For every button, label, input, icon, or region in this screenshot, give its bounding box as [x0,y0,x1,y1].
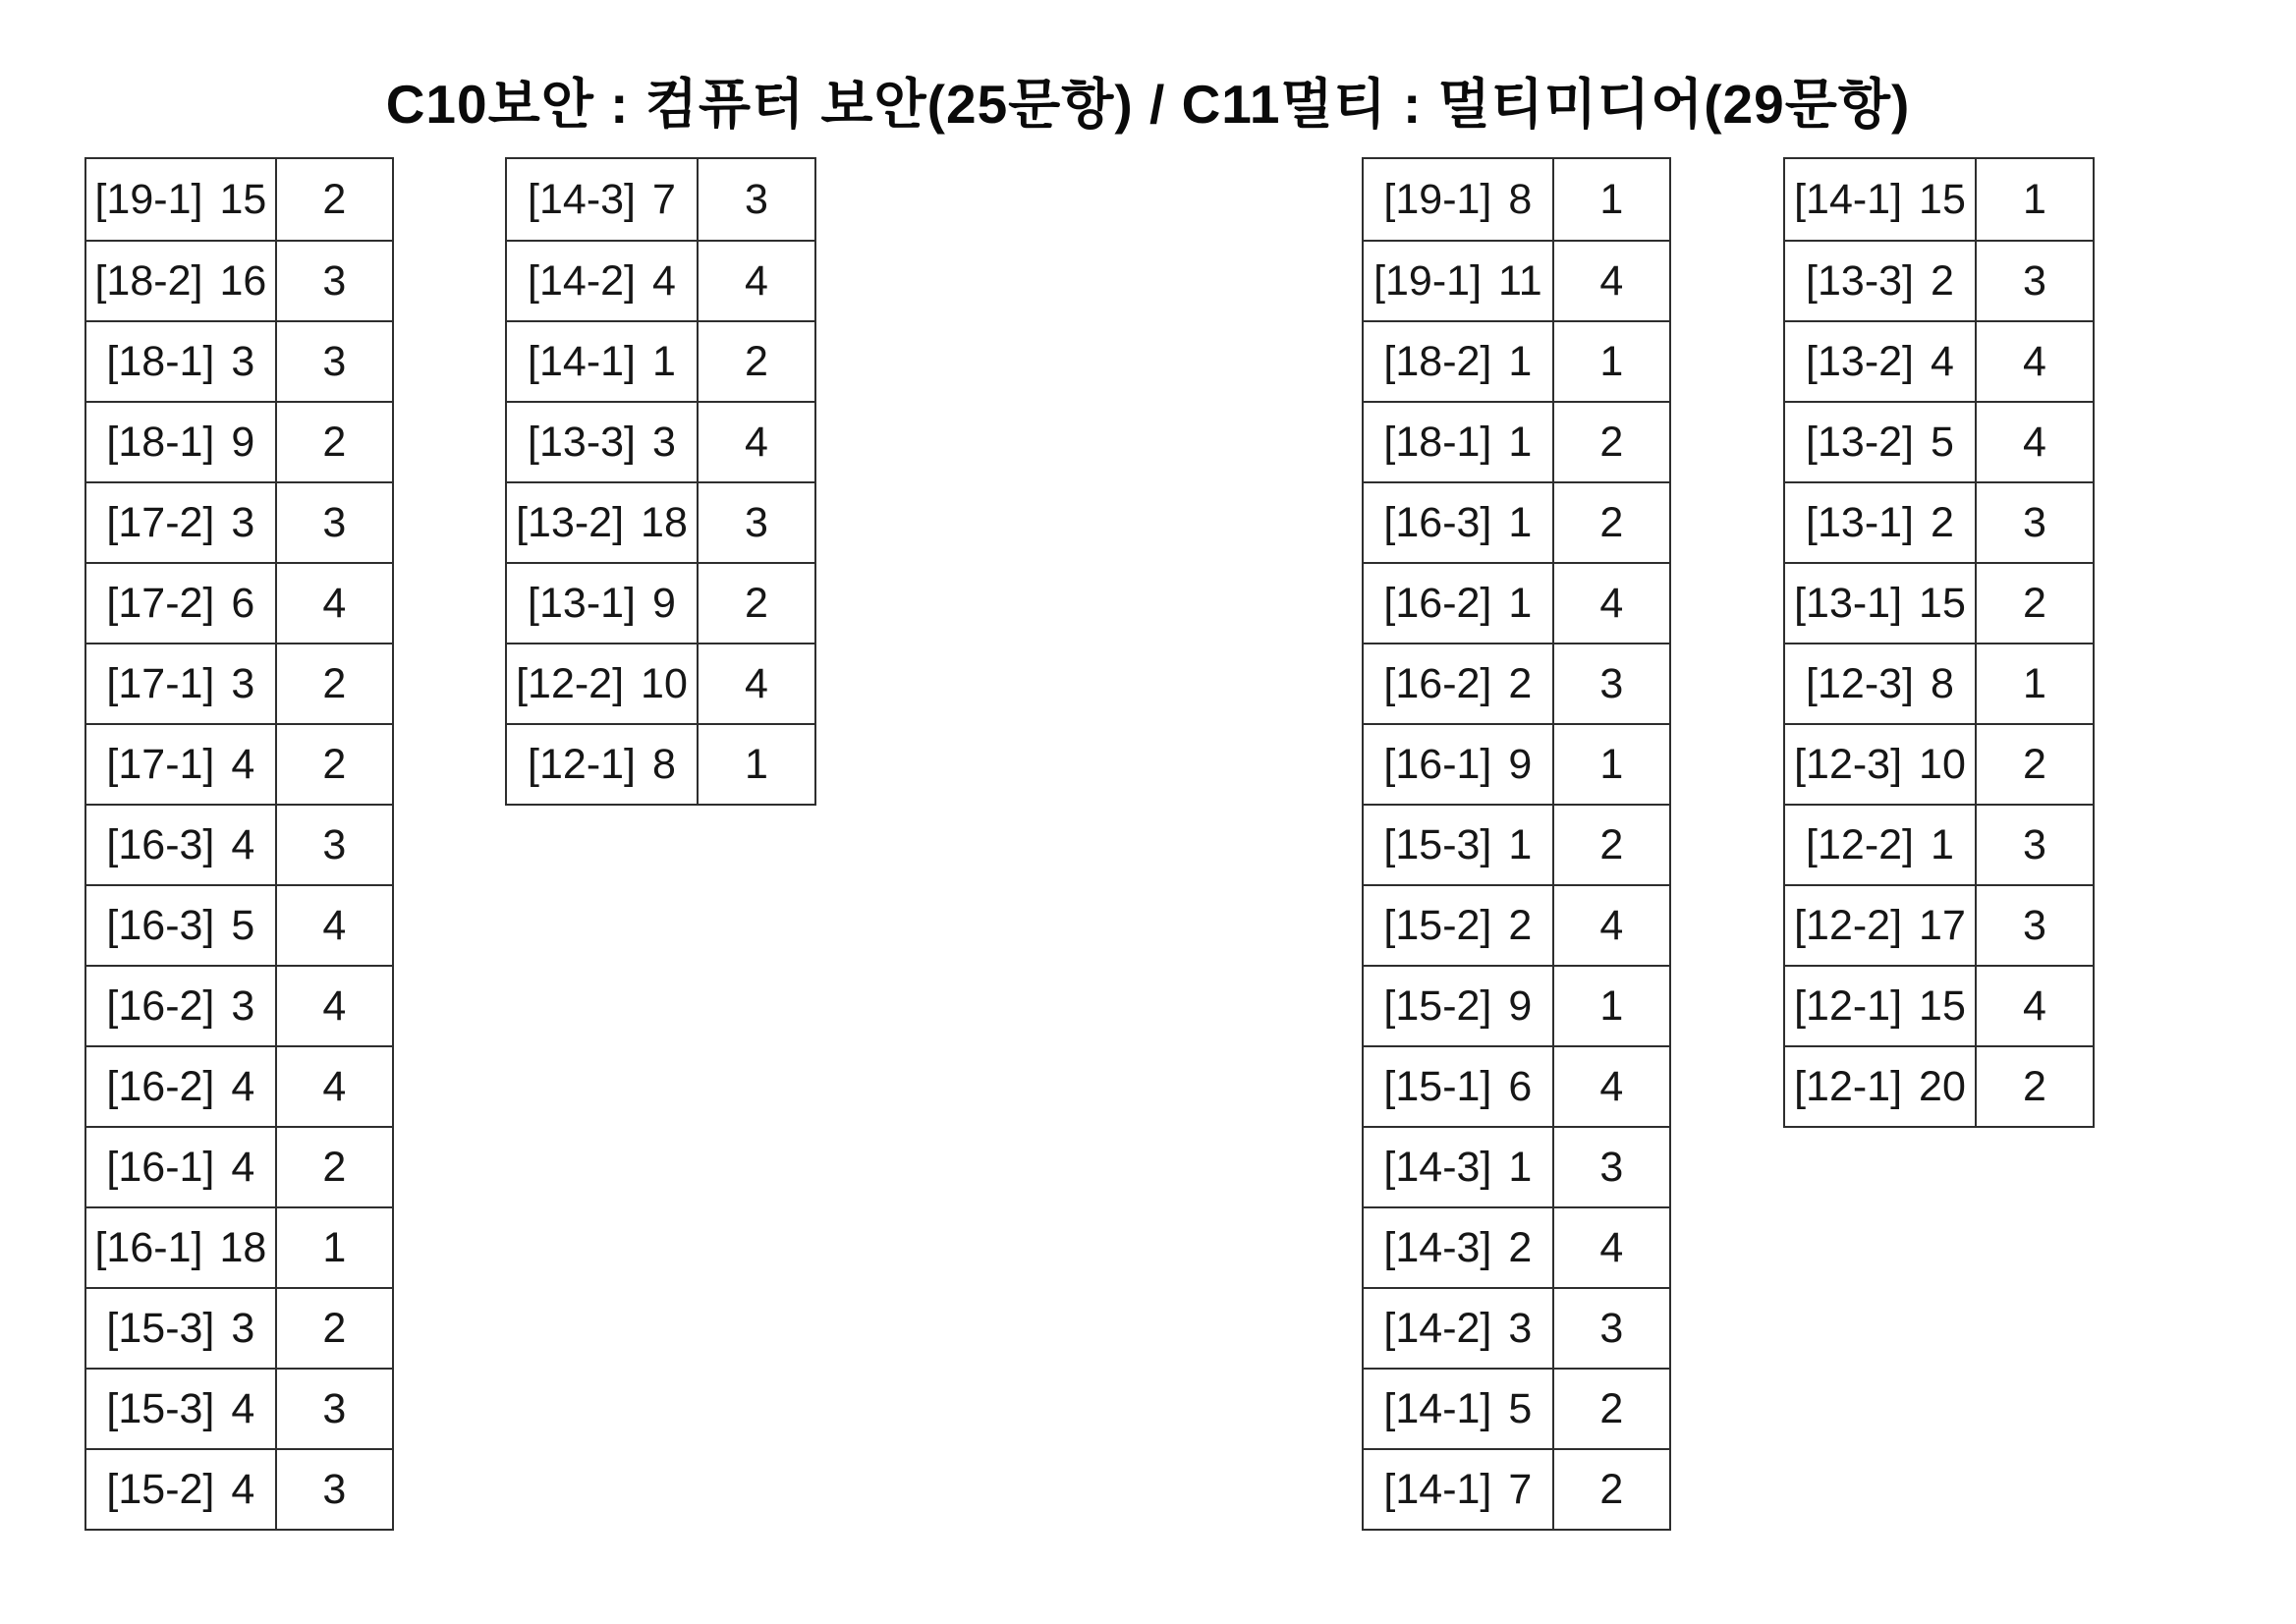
question-cell [86,1370,277,1448]
question-cell [507,403,699,481]
table-row [1364,1045,1669,1126]
table-row [86,1045,392,1126]
question-number: 2 [1508,659,1533,707]
question-number: 2 [1931,256,1954,305]
answer-cell: 4 [745,256,768,305]
question-cell [1364,644,1554,723]
question-number: 1 [1508,418,1533,466]
answer-cell: 4 [1599,1223,1624,1271]
question-number: 3 [231,659,255,707]
answer-cell: 3 [322,498,347,546]
exam-session-label: [12-2] [1794,901,1903,949]
answer-cell: 4 [322,901,347,949]
question-cell [1785,564,1977,643]
exam-session-label: [12-1] [1794,981,1903,1030]
question-number: 2 [1931,498,1954,546]
answer-cell: 2 [322,418,347,466]
question-cell [86,725,277,804]
answer-cell: 4 [322,579,347,627]
question-cell [507,159,699,240]
table-row [1785,1045,2093,1126]
exam-session-label: [17-1] [106,740,215,788]
exam-session-label: [16-1] [94,1223,203,1271]
question-number: 3 [231,981,255,1030]
exam-session-label: [16-3] [1383,498,1492,546]
answer-cell: 2 [322,1304,347,1352]
question-cell [86,403,277,481]
exam-session-label: [16-2] [106,981,215,1030]
table-row [86,723,392,804]
table-row [1785,159,2093,240]
question-number: 5 [1931,418,1954,466]
exam-session-label: [17-1] [106,659,215,707]
exam-session-label: [18-1] [1383,418,1492,466]
exam-session-label: [16-2] [1383,659,1492,707]
question-cell [1785,1047,1977,1126]
answer-cell: 2 [1599,820,1624,868]
answer-cell: 3 [745,175,768,223]
table-row [507,401,814,481]
question-number: 4 [231,1062,255,1110]
exam-session-label: [14-1] [1794,175,1903,223]
question-number: 18 [641,498,688,546]
question-number: 9 [1508,981,1533,1030]
table-row [1364,1206,1669,1287]
table-row [1364,159,1669,240]
answer-cell: 2 [1599,1465,1624,1513]
exam-session-label: [12-1] [1794,1062,1903,1110]
table-row [86,1448,392,1529]
answer-cell: 3 [1599,1143,1624,1191]
answer-cell: 3 [2023,256,2046,305]
exam-session-label: [14-1] [1383,1465,1492,1513]
question-cell [1785,322,1977,401]
question-number: 9 [231,418,255,466]
answer-cell: 4 [1599,901,1624,949]
table-row [1785,240,2093,320]
question-number: 15 [219,175,267,223]
question-number: 4 [231,820,255,868]
exam-session-label: [16-3] [106,820,215,868]
exam-session-label: [13-3] [528,418,637,466]
table-row [1364,562,1669,643]
exam-session-label: [19-1] [1383,175,1492,223]
question-number: 16 [219,256,267,305]
answer-cell: 2 [2023,740,2046,788]
answer-cell: 2 [1599,418,1624,466]
question-number: 7 [652,175,676,223]
table-row [1785,320,2093,401]
question-number: 8 [652,740,676,788]
question-cell [86,1289,277,1368]
table-row [1364,1287,1669,1368]
exam-session-label: [16-3] [106,901,215,949]
question-number: 10 [1919,740,1966,788]
table-row [1785,723,2093,804]
answer-cell: 1 [2023,175,2046,223]
answer-cell: 2 [322,175,347,223]
question-cell [86,1128,277,1206]
table-row [507,723,814,804]
question-number: 1 [1508,498,1533,546]
exam-session-label: [12-3] [1794,740,1903,788]
table-row [507,562,814,643]
answer-cell: 4 [1599,1062,1624,1110]
question-cell [86,159,277,240]
question-number: 1 [652,337,676,385]
question-number: 15 [1919,981,1966,1030]
table-row [1364,804,1669,884]
question-cell [507,564,699,643]
table-row [507,481,814,562]
question-number: 1 [1508,1143,1533,1191]
table-row [1785,884,2093,965]
table-row [1364,723,1669,804]
question-number: 20 [1919,1062,1966,1110]
question-cell [507,483,699,562]
answer-table-4 [1783,157,2095,1128]
question-number: 3 [231,337,255,385]
question-number: 7 [1508,1465,1533,1513]
table-row [86,562,392,643]
exam-session-label: [15-2] [1383,901,1492,949]
table-row [1364,481,1669,562]
question-cell [1364,1047,1554,1126]
exam-session-label: [12-2] [1806,820,1915,868]
table-row [86,240,392,320]
answer-cell: 4 [1599,256,1624,305]
exam-session-label: [15-3] [1383,820,1492,868]
question-number: 3 [652,418,676,466]
answer-cell: 3 [1599,659,1624,707]
question-cell [1364,1289,1554,1368]
answer-cell: 2 [1599,1384,1624,1432]
answer-cell: 1 [1599,175,1624,223]
question-cell [1364,242,1554,320]
question-number: 17 [1919,901,1966,949]
question-cell [86,1208,277,1287]
answer-cell: 3 [2023,498,2046,546]
exam-session-label: [16-2] [1383,579,1492,627]
exam-session-label: [13-3] [1806,256,1915,305]
question-cell [1785,725,1977,804]
question-number: 4 [231,1384,255,1432]
question-cell [86,806,277,884]
question-cell [507,322,699,401]
question-number: 8 [1508,175,1533,223]
answer-cell: 4 [2023,981,2046,1030]
table-row [86,1287,392,1368]
table-row [507,240,814,320]
table-row [1364,643,1669,723]
exam-session-label: [13-1] [528,579,637,627]
question-cell [1364,1450,1554,1529]
question-cell [1785,967,1977,1045]
question-number: 9 [652,579,676,627]
exam-session-label: [13-2] [516,498,625,546]
exam-session-label: [16-1] [1383,740,1492,788]
exam-session-label: [15-2] [1383,981,1492,1030]
exam-session-label: [18-1] [106,337,215,385]
table-row [86,481,392,562]
question-number: 10 [641,659,688,707]
table-row [1364,1448,1669,1529]
table-row [86,884,392,965]
table-row [1364,240,1669,320]
question-cell [1364,564,1554,643]
question-cell [1785,159,1977,240]
table-row [86,159,392,240]
answer-cell: 4 [2023,337,2046,385]
exam-session-label: [14-1] [528,337,637,385]
answer-cell: 3 [322,820,347,868]
exam-session-label: [19-1] [94,175,203,223]
question-cell [86,967,277,1045]
answer-table-1 [84,157,394,1531]
table-row [86,1368,392,1448]
answer-cell: 2 [322,1143,347,1191]
exam-session-label: [14-2] [1383,1304,1492,1352]
question-cell [1785,644,1977,723]
table-row [507,159,814,240]
answer-cell: 3 [322,1465,347,1513]
question-cell [1364,725,1554,804]
question-number: 15 [1919,175,1966,223]
question-cell [507,644,699,723]
question-cell [86,483,277,562]
table-row [1364,1368,1669,1448]
question-number: 3 [1508,1304,1533,1352]
question-number: 6 [1508,1062,1533,1110]
question-number: 3 [231,498,255,546]
exam-session-label: [18-2] [94,256,203,305]
question-number: 3 [231,1304,255,1352]
table-row [1364,1126,1669,1206]
exam-session-label: [13-1] [1806,498,1915,546]
exam-session-label: [15-3] [106,1384,215,1432]
exam-session-label: [13-2] [1806,418,1915,466]
question-number: 5 [231,901,255,949]
table-row [1785,643,2093,723]
exam-session-label: [14-3] [1383,1143,1492,1191]
exam-session-label: [13-2] [1806,337,1915,385]
table-row [1785,562,2093,643]
answer-cell: 1 [322,1223,347,1271]
answer-cell: 4 [322,981,347,1030]
question-number: 2 [1508,1223,1533,1271]
exam-session-label: [15-2] [106,1465,215,1513]
answer-cell: 3 [322,1384,347,1432]
question-number: 4 [1931,337,1954,385]
table-row [86,965,392,1045]
answer-cell: 2 [745,579,768,627]
table-row [1785,804,2093,884]
question-cell [86,564,277,643]
question-cell [1785,483,1977,562]
question-number: 4 [231,1465,255,1513]
question-cell [1364,967,1554,1045]
answer-cell: 2 [2023,579,2046,627]
question-cell [1785,886,1977,965]
exam-session-label: [16-2] [106,1062,215,1110]
exam-session-label: [17-2] [106,498,215,546]
table-row [1785,965,2093,1045]
question-cell [1364,403,1554,481]
question-cell [507,242,699,320]
answer-cell: 4 [745,659,768,707]
answer-cell: 3 [745,498,768,546]
answer-cell: 1 [1599,337,1624,385]
question-cell [1364,806,1554,884]
table-row [86,320,392,401]
question-number: 4 [231,1143,255,1191]
answer-cell: 4 [745,418,768,466]
answer-cell: 2 [745,337,768,385]
exam-session-label: [14-1] [1383,1384,1492,1432]
question-cell [1785,403,1977,481]
answer-table-2 [505,157,816,806]
answer-cell: 2 [2023,1062,2046,1110]
answer-cell: 4 [322,1062,347,1110]
exam-session-label: [15-3] [106,1304,215,1352]
answer-cell: 1 [2023,659,2046,707]
table-row [507,320,814,401]
exam-session-label: [18-1] [106,418,215,466]
question-cell [86,1450,277,1529]
table-row [86,804,392,884]
answer-cell: 3 [322,256,347,305]
question-cell [1364,1370,1554,1448]
question-number: 4 [652,256,676,305]
question-number: 5 [1508,1384,1533,1432]
question-number: 4 [231,740,255,788]
question-number: 2 [1508,901,1533,949]
answer-cell: 1 [1599,740,1624,788]
question-cell [86,886,277,965]
table-row [1785,401,2093,481]
exam-session-label: [12-3] [1806,659,1915,707]
question-number: 6 [231,579,255,627]
table-row [1364,965,1669,1045]
question-number: 18 [219,1223,267,1271]
exam-session-label: [12-1] [528,740,637,788]
table-row [86,643,392,723]
answer-cell: 3 [1599,1304,1624,1352]
answer-cell: 4 [2023,418,2046,466]
answer-cell: 3 [2023,901,2046,949]
exam-session-label: [12-2] [516,659,625,707]
table-row [1364,884,1669,965]
question-number: 1 [1508,579,1533,627]
answer-cell: 4 [1599,579,1624,627]
exam-session-label: [16-1] [106,1143,215,1191]
question-cell [507,725,699,804]
question-number: 9 [1508,740,1533,788]
answer-cell: 1 [1599,981,1624,1030]
exam-session-label: [14-2] [528,256,637,305]
answer-cell: 3 [322,337,347,385]
answer-cell: 2 [1599,498,1624,546]
question-cell [1364,322,1554,401]
question-number: 1 [1931,820,1954,868]
table-row [86,401,392,481]
question-cell [86,1047,277,1126]
exam-session-label: [13-1] [1794,579,1903,627]
exam-session-label: [17-2] [106,579,215,627]
question-number: 15 [1919,579,1966,627]
question-cell [1364,483,1554,562]
question-cell [1785,806,1977,884]
question-cell [86,322,277,401]
table-row [1364,401,1669,481]
question-number: 1 [1508,337,1533,385]
exam-session-label: [15-1] [1383,1062,1492,1110]
question-cell [1785,242,1977,320]
page-title: C10보안 : 컴퓨터 보안(25문항) / C11멀티 : 멀티미디어(29문항) [385,74,1911,135]
question-cell [1364,886,1554,965]
question-cell [86,644,277,723]
question-cell [1364,1128,1554,1206]
exam-session-label: [18-2] [1383,337,1492,385]
exam-session-label: [14-3] [528,175,637,223]
question-cell [1364,159,1554,240]
question-cell [86,242,277,320]
question-number: 1 [1508,820,1533,868]
table-row [86,1206,392,1287]
answer-cell: 1 [745,740,768,788]
table-row [1364,320,1669,401]
answer-cell: 2 [322,740,347,788]
table-row [507,643,814,723]
exam-session-label: [19-1] [1373,256,1483,305]
exam-session-label: [14-3] [1383,1223,1492,1271]
question-number: 11 [1498,256,1542,305]
answer-table-3 [1362,157,1671,1531]
table-row [1785,481,2093,562]
answer-cell: 2 [322,659,347,707]
question-number: 8 [1931,659,1954,707]
question-cell [1364,1208,1554,1287]
table-row [86,1126,392,1206]
answer-cell: 3 [2023,820,2046,868]
